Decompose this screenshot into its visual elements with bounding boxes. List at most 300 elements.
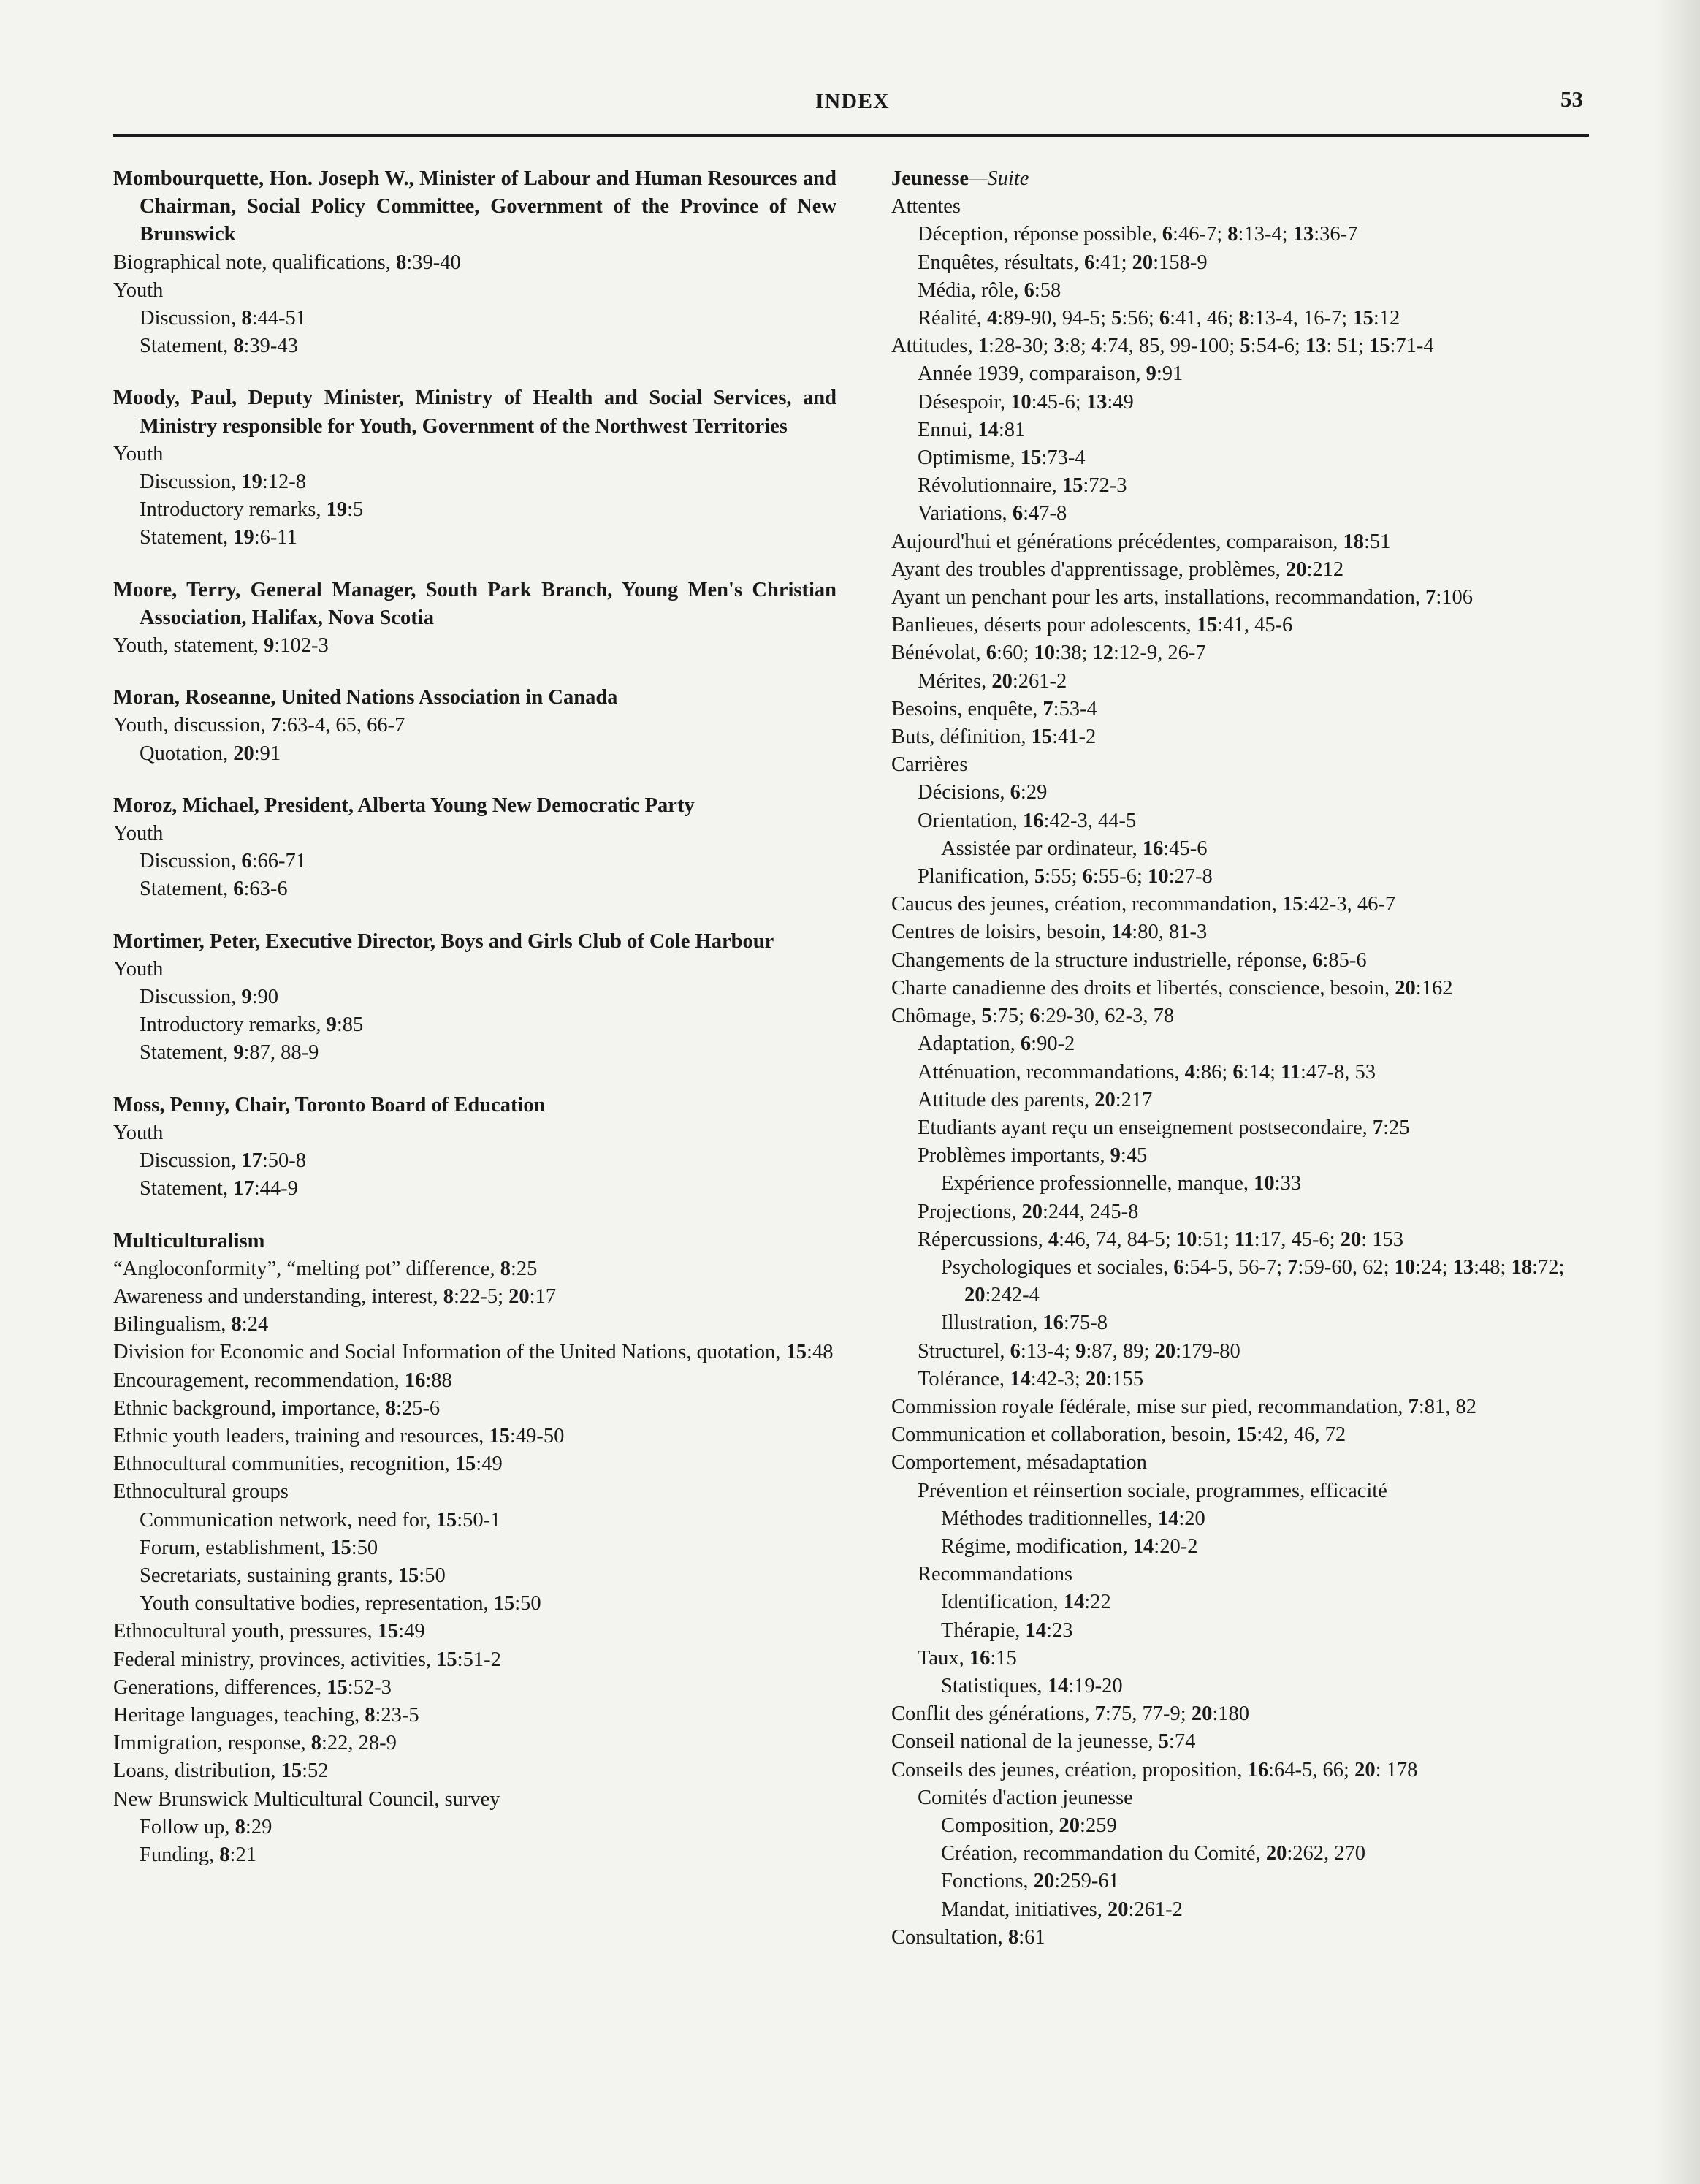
subentry-text: Communication et collaboration, besoin, <box>891 1423 1236 1447</box>
subentry-text: Discussion, <box>140 850 242 873</box>
index-subentry <box>891 305 1593 332</box>
index-subentry <box>891 1421 1593 1449</box>
subentry-text: Federal ministry, provinces, activities, <box>113 1648 437 1671</box>
index-entry <box>113 928 836 1068</box>
subentry-text: Média, rôle, <box>918 278 1024 302</box>
index-subentry <box>891 1673 1593 1700</box>
index-subentry <box>113 524 836 552</box>
subentry-text: Désespoir, <box>918 390 1011 414</box>
index-entry <box>113 684 836 768</box>
subentry-text: Psychologiques et sociales, <box>941 1255 1174 1279</box>
subentry-text: Biographical note, qualifications, <box>113 251 397 274</box>
index-subentry <box>113 820 836 848</box>
index-subentry <box>113 1283 836 1311</box>
subentry-text: Buts, définition, <box>891 726 1032 749</box>
index-subentry <box>891 1393 1593 1421</box>
subentry-text: Ethnic youth leaders, training and resources, <box>113 1424 489 1447</box>
subentry-text: Carrières <box>891 753 968 777</box>
page-reference: 10:33 <box>1254 1172 1302 1195</box>
subentry-text: New Brunswick Multicultural Council, survey <box>113 1787 500 1811</box>
subentry-text: Ethnocultural groups <box>113 1480 289 1504</box>
index-subentry <box>891 947 1593 975</box>
page-reference: 6:47-8 <box>1012 502 1067 525</box>
page-reference: 19:5 <box>326 498 364 522</box>
index-subentry <box>891 1645 1593 1673</box>
subentry-text: Déception, réponse possible, <box>918 223 1162 246</box>
page-reference: 7:53-4 <box>1043 697 1097 720</box>
index-subentry <box>891 1449 1593 1477</box>
index-subentry <box>113 1730 836 1757</box>
header-rule <box>113 134 1589 137</box>
subentry-text: Youth consultative bodies, representation, <box>140 1592 494 1616</box>
index-entry <box>113 1092 836 1203</box>
index-subentry <box>891 835 1593 863</box>
index-subentry <box>113 1590 836 1618</box>
page-reference: 16:88 <box>404 1369 452 1392</box>
subentry-text: Forum, establishment, <box>140 1536 331 1559</box>
index-subentry <box>891 1087 1593 1114</box>
index-subentry <box>113 1175 836 1203</box>
index-subentry <box>891 668 1593 696</box>
page-reference: 8:23-5 <box>365 1703 419 1727</box>
page-reference: 15:41, 45-6 <box>1196 614 1293 637</box>
index-subentry <box>113 1562 836 1590</box>
page-reference: 16:64-5, 66; 20: 178 <box>1247 1758 1418 1781</box>
index-subentry <box>891 1254 1593 1309</box>
index-subentry <box>113 1618 836 1645</box>
index-subentry <box>891 332 1593 360</box>
page-reference: 15:50 <box>493 1592 541 1616</box>
subentry-text: Changements de la structure industrielle, réponse, <box>891 948 1313 972</box>
index-subentry <box>113 1367 836 1395</box>
index-subentry <box>113 496 836 524</box>
index-subentry <box>113 1011 836 1039</box>
subentry-text: Statement, <box>140 1177 234 1201</box>
index-subentry <box>891 751 1593 779</box>
page-reference: 20:91 <box>233 742 281 765</box>
subentry-text: Adaptation, <box>918 1032 1021 1056</box>
page-reference: 16:45-6 <box>1142 837 1208 860</box>
subentry-text: Youth <box>113 1121 164 1144</box>
index-subentry <box>891 1002 1593 1030</box>
page-reference: 16:42-3, 44-5 <box>1023 809 1137 832</box>
index-subentry <box>113 740 836 768</box>
subentry-text: Prévention et réinsertion sociale, programmes, efficacité <box>918 1479 1387 1502</box>
index-subentry <box>113 1339 836 1366</box>
subentry-text: “Angloconformity”, “melting pot” difference, <box>113 1257 500 1280</box>
page-reference: 20:217 <box>1094 1088 1153 1111</box>
subentry-text: Loans, distribution, <box>113 1759 281 1783</box>
index-subentry <box>891 277 1593 305</box>
subentry-text: Besoins, enquête, <box>891 697 1043 720</box>
subentry-text: Ayant un penchant pour les arts, installations, recommandation, <box>891 586 1426 609</box>
index-entry <box>113 165 836 360</box>
index-subentry <box>891 891 1593 918</box>
subentry-text: Réalité, <box>918 307 987 330</box>
page-reference: 7:75, 77-9; 20:180 <box>1094 1702 1250 1726</box>
subentry-text: Centres de loisirs, besoin, <box>891 921 1111 944</box>
page-reference: 1:28-30; 3:8; 4:74, 85, 99-100; 5:54-6; 13: 51; 15:71-4 <box>977 335 1434 358</box>
index-subentry <box>113 875 836 903</box>
subentry-text: Conseil national de la jeunesse, <box>891 1730 1159 1754</box>
subentry-text: Optimisme, <box>918 446 1021 470</box>
index-subentry <box>891 584 1593 612</box>
page-reference: 6:85-6 <box>1312 948 1367 972</box>
page-reference: 14:20-2 <box>1132 1534 1198 1558</box>
page-reference: 16:15 <box>969 1646 1017 1670</box>
subentry-text: Création, recommandation du Comité, <box>941 1842 1266 1865</box>
page-reference: 15:49 <box>454 1453 503 1476</box>
page-reference: 14:42-3; 20:155 <box>1010 1367 1144 1390</box>
subentry-text: Youth <box>113 957 164 981</box>
index-subentry <box>891 221 1593 248</box>
subentry-text: Discussion, <box>140 471 242 494</box>
subentry-text: Statement, <box>140 1041 234 1065</box>
subentry-text: Répercussions, <box>918 1228 1048 1251</box>
subentry-text: Planification, <box>918 865 1034 889</box>
page-reference: 6:60; 10:38; 12:12-9, 26-7 <box>986 642 1206 665</box>
index-subentry <box>891 1588 1593 1616</box>
subentry-text: Caucus des jeunes, création, recommandation, <box>891 893 1282 916</box>
index-subentry <box>891 1366 1593 1393</box>
subentry-text: Communication network, need for, <box>140 1508 436 1532</box>
page-reference: 14:81 <box>977 418 1026 441</box>
page-reference: 9:90 <box>241 986 279 1009</box>
subentry-text: Funding, <box>140 1843 220 1866</box>
continued-heading: Jeunesse—Suite <box>891 167 1029 190</box>
index-subentry <box>891 1728 1593 1756</box>
subentry-text: Etudiants ayant reçu un enseignement postsecondaire, <box>918 1116 1373 1139</box>
page-reference: 7:81, 82 <box>1408 1395 1476 1418</box>
page-reference: 8:24 <box>231 1313 269 1336</box>
subentry-text: Commission royale fédérale, mise sur pied, recommandation, <box>891 1395 1409 1418</box>
index-subentry <box>891 696 1593 723</box>
index-subentry <box>113 1478 836 1506</box>
page-reference: 9:45 <box>1110 1144 1148 1168</box>
index-subentry <box>891 1505 1593 1533</box>
subentry-text: Ethnocultural youth, pressures, <box>113 1620 378 1643</box>
subentry-text: Charte canadienne des droits et libertés, conscience, besoin, <box>891 976 1395 1000</box>
index-entry <box>113 1228 836 1870</box>
subentry-text: Attentes <box>891 195 961 218</box>
page-reference: 6:66-71 <box>241 850 307 873</box>
subentry-text: Mérites, <box>918 669 992 693</box>
page-reference: 6:41; 20:158-9 <box>1083 251 1208 274</box>
index-subentry <box>891 1561 1593 1588</box>
index-subentry <box>891 779 1593 807</box>
subentry-text: Ethnic background, importance, <box>113 1396 386 1420</box>
subentry-text: Introductory remarks, <box>140 1013 327 1037</box>
subentry-text: Quotation, <box>140 742 234 765</box>
page-reference: 15:49 <box>377 1620 425 1643</box>
entry-heading: Multiculturalism <box>113 1229 265 1252</box>
running-header-title: INDEX <box>815 89 890 113</box>
index-subentry <box>113 1646 836 1674</box>
page-reference: 8:61 <box>1007 1925 1045 1949</box>
page-reference: 20:262, 270 <box>1265 1842 1365 1865</box>
subentry-text: Recommandations <box>918 1563 1073 1586</box>
index-column-right <box>891 165 1593 1952</box>
index-subentry <box>113 1757 836 1785</box>
index-subentry <box>891 1309 1593 1337</box>
page-reference: 18:51 <box>1343 530 1391 553</box>
subentry-text: Illustration, <box>941 1312 1043 1335</box>
index-subentry <box>891 918 1593 946</box>
index-subentry <box>891 1757 1593 1784</box>
subentry-text: Fonctions, <box>941 1870 1034 1893</box>
page-reference: 4:86; 6:14; 11:47-8, 53 <box>1184 1060 1376 1084</box>
subentry-text: Atténuation, recommandations, <box>918 1060 1185 1084</box>
index-subentry <box>891 1617 1593 1645</box>
subentry-text: Consultation, <box>891 1925 1008 1949</box>
subentry-text: Régime, modification, <box>941 1534 1133 1558</box>
index-subentry <box>891 1059 1593 1087</box>
subentry-text: Youth <box>113 822 164 845</box>
index-subentry <box>113 1395 836 1423</box>
index-subentry <box>113 1147 836 1175</box>
page-reference: 9:102-3 <box>264 634 329 658</box>
page-reference: 20:259-61 <box>1033 1870 1119 1893</box>
index-subentry <box>113 305 836 332</box>
subentry-text: Discussion, <box>140 986 242 1009</box>
subentry-text: Bilingualism, <box>113 1313 232 1336</box>
index-subentry <box>891 1812 1593 1840</box>
index-subentry <box>113 632 836 660</box>
page-reference: 6:58 <box>1024 278 1061 302</box>
page-reference: 15:72-3 <box>1061 474 1127 498</box>
page-reference: 19:12-8 <box>241 471 307 494</box>
index-subentry <box>891 1226 1593 1254</box>
index-subentry <box>891 389 1593 416</box>
subentry-text: Statement, <box>140 878 234 901</box>
index-subentry <box>891 193 1593 221</box>
index-subentry <box>891 1198 1593 1226</box>
subentry-text: Youth <box>113 442 164 465</box>
index-column-left <box>113 165 836 1893</box>
subentry-text: Ennui, <box>918 418 978 441</box>
index-subentry <box>113 1311 836 1339</box>
index-subentry <box>891 975 1593 1002</box>
page-reference: 7:25 <box>1372 1116 1410 1139</box>
index-subentry <box>113 1039 836 1067</box>
page-reference: 6:63-6 <box>233 878 288 901</box>
subentry-text: Bénévolat, <box>891 642 986 665</box>
index-subentry <box>113 1674 836 1702</box>
index-subentry <box>891 1868 1593 1895</box>
index-subentry <box>891 360 1593 388</box>
index-subentry <box>113 1814 836 1841</box>
page-reference: 20:162 <box>1395 976 1453 1000</box>
subentry-text: Année 1939, comparaison, <box>918 362 1146 386</box>
index-subentry <box>113 441 836 468</box>
page-reference: 15:41-2 <box>1031 726 1097 749</box>
index-subentry <box>891 1784 1593 1812</box>
subentry-text: Discussion, <box>140 307 242 330</box>
subentry-text: Problèmes importants, <box>918 1144 1110 1168</box>
page-reference: 20:244, 245-8 <box>1021 1200 1139 1223</box>
index-subentry <box>891 1142 1593 1170</box>
index-subentry <box>891 1924 1593 1952</box>
subentry-text: Révolutionnaire, <box>918 474 1062 498</box>
index-subentry <box>113 1119 836 1147</box>
entry-heading: Moore, Terry, General Manager, South Park Branch, Young Men's Christian Association, Halifax, Nova Scotia <box>113 578 836 629</box>
index-subentry <box>113 1423 836 1450</box>
subentry-text: Immigration, response, <box>113 1732 311 1755</box>
page-reference: 8:29 <box>235 1815 272 1838</box>
subentry-text: Conseils des jeunes, création, proposition, <box>891 1758 1248 1781</box>
page-reference: 8:44-51 <box>241 307 307 330</box>
page-reference: 20:259 <box>1059 1814 1117 1837</box>
subentry-text: Comportement, mésadaptation <box>891 1451 1147 1475</box>
index-subentry <box>113 956 836 983</box>
subentry-text: Comités d'action jeunesse <box>918 1786 1133 1809</box>
page-reference: 5:55; 6:55-6; 10:27-8 <box>1034 865 1213 889</box>
page-reference: 15:52-3 <box>327 1675 392 1699</box>
index-subentry <box>891 1700 1593 1728</box>
subentry-text: Expérience professionnelle, manque, <box>941 1172 1254 1195</box>
page-reference: 5:75; 6:29-30, 62-3, 78 <box>981 1005 1175 1028</box>
subentry-text: Assistée par ordinateur, <box>941 837 1143 860</box>
subentry-text: Secretariats, sustaining grants, <box>140 1564 398 1587</box>
page-reference: 15:50 <box>397 1564 446 1587</box>
page-reference: 15:73-4 <box>1020 446 1086 470</box>
page-reference: 15:50 <box>330 1536 378 1559</box>
subentry-text: Orientation, <box>918 809 1024 832</box>
page-reference: 10:45-6; 13:49 <box>1010 390 1134 414</box>
entry-heading: Mortimer, Peter, Executive Director, Boys and Girls Club of Cole Harbour <box>113 929 774 953</box>
subentry-text: Méthodes traditionnelles, <box>941 1507 1158 1530</box>
page-reference: 8:22, 28-9 <box>310 1732 397 1755</box>
index-entry <box>113 384 836 552</box>
subentry-text: Youth, statement, <box>113 634 264 658</box>
index-subentry <box>891 416 1593 444</box>
page-reference: 9:91 <box>1146 362 1183 386</box>
index-subentry <box>113 1841 836 1869</box>
index-entry <box>113 792 836 904</box>
page-reference: 8:25 <box>500 1257 538 1280</box>
index-subentry <box>891 444 1593 472</box>
page-reference: 17:50-8 <box>241 1149 307 1173</box>
page-reference: 15:42, 46, 72 <box>1235 1423 1346 1447</box>
page-reference: 20:261-2 <box>991 669 1067 693</box>
index-subentry <box>891 639 1593 667</box>
page-reference: 4:46, 74, 84-5; 10:51; 11:17, 45-6; 20: 153 <box>1048 1228 1404 1251</box>
subentry-text: Division for Economic and Social Information of the United Nations, quotation, <box>113 1341 786 1364</box>
entry-heading: Moody, Paul, Deputy Minister, Ministry of Health and Social Services, and Ministry responsible for Youth, Government of the Northwest Territories <box>113 387 836 438</box>
page-reference: 14:23 <box>1025 1618 1073 1642</box>
index-subentry <box>113 332 836 360</box>
page-reference: 4:89-90, 94-5; 5:56; 6:41, 46; 8:13-4, 16-7; 15:12 <box>986 307 1400 330</box>
entry-heading: Moroz, Michael, President, Alberta Young New Democratic Party <box>113 794 695 817</box>
page-reference: 6:46-7; 8:13-4; 13:36-7 <box>1162 223 1358 246</box>
index-subentry <box>113 1534 836 1562</box>
page-reference: 15:48 <box>785 1341 834 1364</box>
subentry-text: Enquêtes, résultats, <box>918 251 1084 274</box>
subentry-text: Chômage, <box>891 1005 982 1028</box>
page-reference: 9:87, 88-9 <box>233 1041 319 1065</box>
page-reference: 15:52 <box>281 1759 329 1783</box>
subentry-text: Mandat, initiatives, <box>941 1898 1108 1921</box>
index-subentry <box>891 723 1593 751</box>
page-reference: 15:50-1 <box>435 1508 501 1532</box>
subentry-text: Conflit des générations, <box>891 1702 1095 1726</box>
page-reference: 8:25-6 <box>385 1396 441 1420</box>
page-reference: 15:51-2 <box>436 1648 501 1671</box>
subentry-text: Awareness and understanding, interest, <box>113 1285 443 1308</box>
index-subentry <box>891 500 1593 528</box>
index-subentry <box>113 1507 836 1534</box>
subentry-text: Follow up, <box>140 1815 235 1838</box>
index-subentry <box>891 472 1593 500</box>
index-subentry <box>891 807 1593 835</box>
subentry-text: Ayant des troubles d'apprentissage, problèmes, <box>891 558 1286 581</box>
entry-heading: Moran, Roseanne, United Nations Association in Canada <box>113 686 618 709</box>
subentry-text: Aujourd'hui et générations précédentes, comparaison, <box>891 530 1343 553</box>
index-subentry <box>113 1255 836 1283</box>
index-subentry <box>891 863 1593 891</box>
subentry-text: Heritage languages, teaching, <box>113 1703 365 1727</box>
subentry-text: Taux, <box>918 1646 969 1670</box>
index-subentry <box>113 1450 836 1478</box>
page-reference: 16:75-8 <box>1043 1312 1108 1335</box>
page-reference: 8:39-43 <box>233 335 298 358</box>
page-reference: 20:261-2 <box>1107 1898 1183 1921</box>
index-subentry <box>891 528 1593 556</box>
subentry-text: Variations, <box>918 502 1013 525</box>
page-reference: 5:74 <box>1158 1730 1196 1754</box>
subentry-text: Structurel, <box>918 1339 1010 1363</box>
page-reference: 7:106 <box>1425 586 1473 609</box>
page-reference: 6:13-4; 9:87, 89; 20:179-80 <box>1010 1339 1240 1363</box>
subentry-text: Introductory remarks, <box>140 498 327 522</box>
subentry-text: Statement, <box>140 526 234 549</box>
subentry-text: Discussion, <box>140 1149 242 1173</box>
page-reference: 6:54-5, 56-7; 7:59-60, 62; 10:24; 13:48; 18:72; 20:242-4 <box>964 1255 1565 1307</box>
subentry-text: Youth, discussion, <box>113 714 271 737</box>
index-entry <box>113 577 836 661</box>
index-subentry <box>113 468 836 496</box>
index-subentry <box>113 712 836 739</box>
subentry-text: Statistiques, <box>941 1674 1048 1697</box>
entry-heading: Moss, Penny, Chair, Toronto Board of Education <box>113 1093 546 1116</box>
index-subentry <box>891 1840 1593 1868</box>
page-edge-shadow <box>1656 0 1700 2184</box>
index-subentry <box>113 848 836 875</box>
page-reference: 8:22-5; 20:17 <box>443 1285 557 1308</box>
index-subentry <box>891 1533 1593 1561</box>
subentry-text: Encouragement, recommendation, <box>113 1369 405 1392</box>
entry-heading: Mombourquette, Hon. Joseph W., Minister of Labour and Human Resources and Chairman, Social Policy Committee, Government of the Province of New Brunswick <box>113 167 836 246</box>
index-subentry <box>891 249 1593 277</box>
page-reference: 8:21 <box>219 1843 256 1866</box>
subentry-text: Décisions, <box>918 781 1010 804</box>
page-reference: 20:212 <box>1285 558 1344 581</box>
page-reference: 6:29 <box>1010 781 1048 804</box>
index-subentry <box>891 612 1593 639</box>
index-subentry <box>891 1477 1593 1505</box>
page-reference: 17:44-9 <box>233 1177 298 1201</box>
index-subentry <box>113 983 836 1011</box>
page-reference: 8:39-40 <box>396 251 461 274</box>
index-subentry <box>891 1338 1593 1366</box>
index-subentry <box>891 1030 1593 1058</box>
page-reference: 7:63-4, 65, 66-7 <box>270 714 405 737</box>
subentry-text: Statement, <box>140 335 234 358</box>
subentry-text: Composition, <box>941 1814 1059 1837</box>
index-subentry <box>113 277 836 305</box>
page-reference: 19:6-11 <box>233 526 297 549</box>
page-reference: 14:19-20 <box>1047 1674 1123 1697</box>
